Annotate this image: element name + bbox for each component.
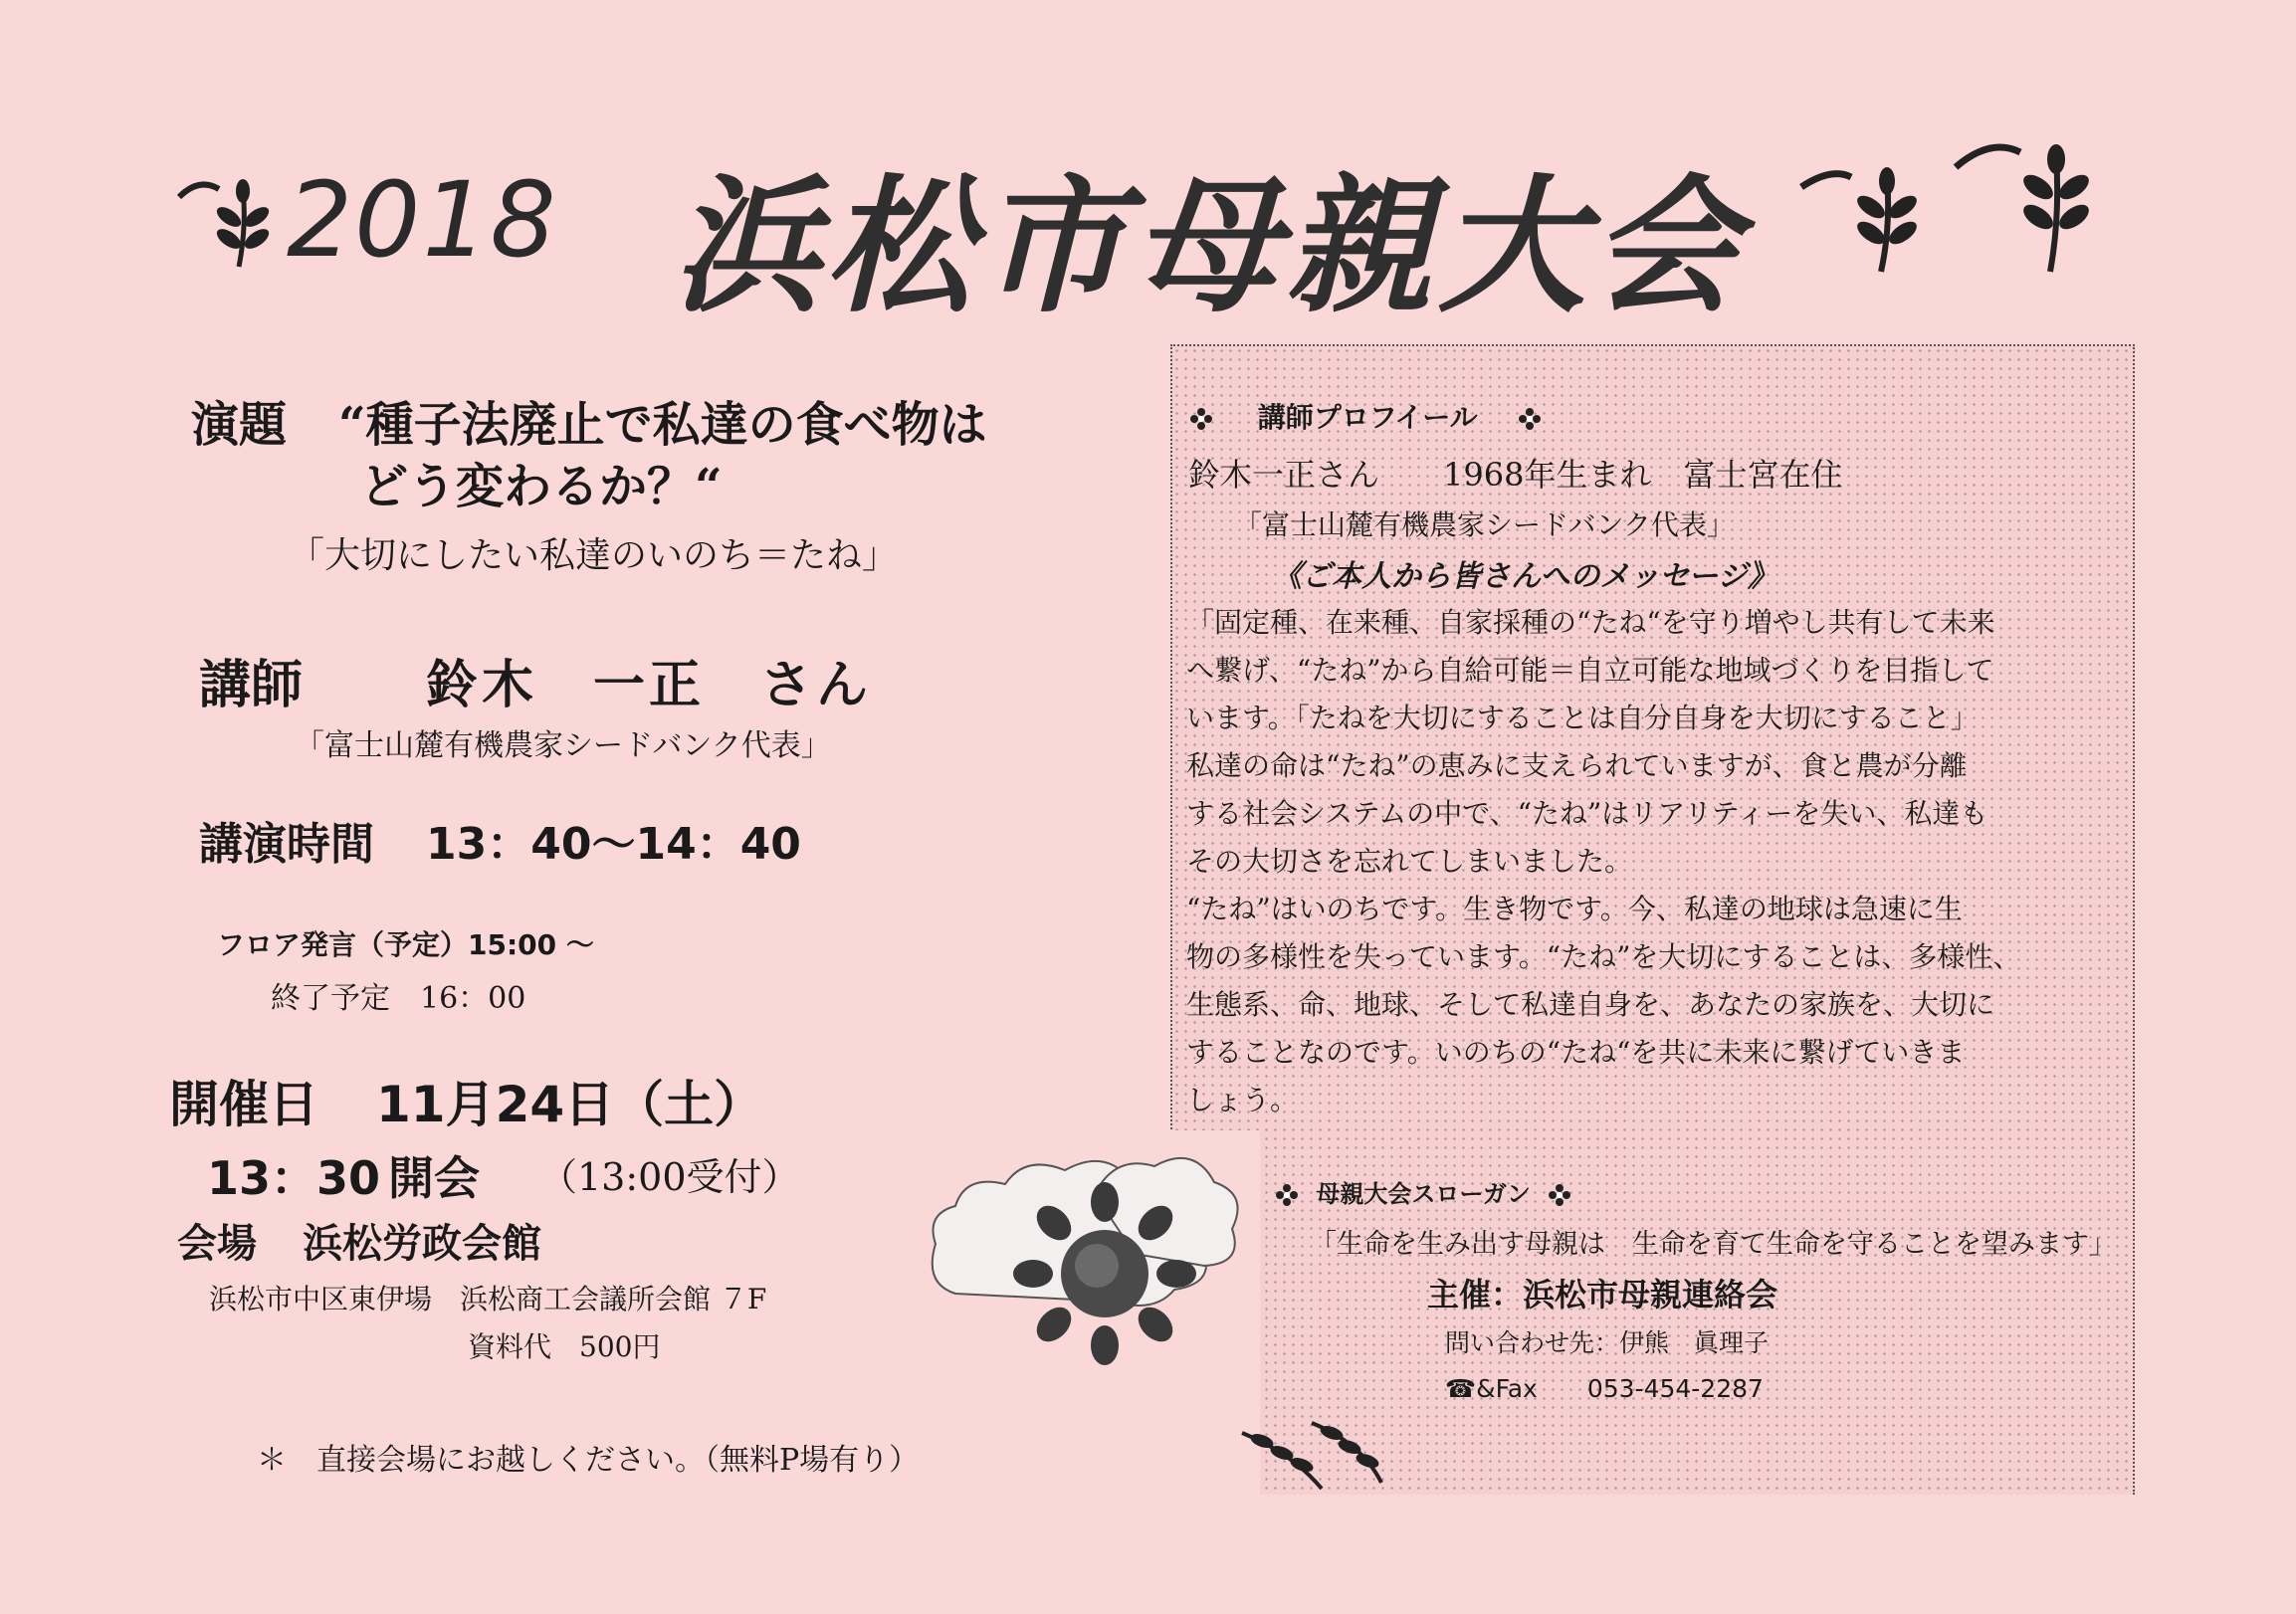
- message-heading: 《ご本人から皆さんへのメッセージ》: [1272, 559, 1777, 594]
- wheat-sprig-icon: [1791, 147, 1931, 277]
- floor-discussion: フロア発言（予定）15:00 〜: [217, 928, 594, 961]
- page-title: 浜松市母親大会: [672, 161, 1745, 332]
- flower-cloud-illustration: [916, 1134, 1254, 1393]
- open-time: 13：30: [207, 1151, 381, 1205]
- date-value: 11月24日（土）: [376, 1076, 764, 1133]
- phone-fax: ☎&Fax 053-454-2287: [1445, 1374, 1764, 1403]
- slogan-heading: [1276, 1174, 1570, 1209]
- access-note: ＊ 直接会場にお越しください。（無料P場有り）: [257, 1443, 920, 1478]
- speaker-affiliation: 「富士山麓有機農家シードバンク代表」: [295, 728, 831, 763]
- message-body: 「固定種、在来種、自家採種の“たね“を守り増やし共有して未来 へ繋げ、“たね”から自給可能＝自立可能な地域づくりを目指して います。「たねを大切にすることは自分自身を大切にすること」 私達の命は“たね”の恵みに支えられていますが、食と農が分離 する社会システムの中で、“たね”はリアリティーを失い、私達も その大切さを忘れてしまいました。 “たね”はいのちです。生き物です。今、私達の地球は急速に生 物の多様性を失っています。“たね”を大切にすることは、多様性、 生態系、命、地球、そして私達自身を、あなたの家族を、大切に することなのです。いのちの“たね“を共に未来に繋げていきま しょう。: [1186, 606, 2021, 1116]
- profile-heading: [1190, 396, 1541, 436]
- lecture-label: 演題: [191, 397, 288, 453]
- lecture-title-line2: どう変わるか？“: [360, 459, 723, 514]
- lecture-subtitle: 「大切にしたい私達のいのち＝たね」: [289, 535, 899, 576]
- flower-icon: [1519, 408, 1541, 430]
- flower-icon: [1190, 408, 1212, 430]
- open-label: 開会: [388, 1151, 480, 1205]
- reception-time: （13:00受付）: [539, 1155, 800, 1199]
- venue-address: 浜松市中区東伊場 浜松商工会議所会館 ７F: [209, 1283, 767, 1315]
- flower-icon: [1276, 1184, 1298, 1206]
- flower-icon: [1549, 1184, 1570, 1206]
- end-time: 終了予定 16：00: [271, 981, 526, 1016]
- slogan-heading-text: 母親大会スローガン: [1316, 1180, 1531, 1208]
- venue-label: 会場: [177, 1221, 257, 1267]
- lecture-time-value: 13：40〜14：40: [426, 819, 801, 870]
- contact-person: 問い合わせ先：伊熊 眞理子: [1445, 1328, 1770, 1357]
- wheat-sprig-icon: [169, 167, 279, 277]
- wheat-sprig-icon: [1951, 127, 2100, 277]
- wheat-sprig-icon: [1232, 1413, 1391, 1493]
- venue-name: 浜松労政会館: [303, 1221, 541, 1267]
- material-fee: 資料代 500円: [468, 1330, 661, 1363]
- lecture-time-label: 講演時間: [199, 819, 374, 870]
- speaker-name: 鈴木 一正 さん: [426, 655, 873, 715]
- profile-name-line: 鈴木一正さん 1968年生まれ 富士宮在住: [1188, 456, 1843, 494]
- speaker-label: 講師: [199, 655, 304, 715]
- title-year: 2018: [287, 159, 558, 281]
- profile-heading-text: 講師プロフイール: [1257, 401, 1478, 434]
- slogan-text: 「生命を生み出す母親は 生命を育て生命を守ることを望みます」: [1310, 1229, 2116, 1260]
- organizer: 主催：浜松市母親連絡会: [1427, 1276, 1778, 1313]
- date-label: 開催日: [169, 1076, 318, 1133]
- profile-affiliation: 「富士山麓有機農家シードバンク代表」: [1234, 508, 1735, 541]
- lecture-title-line1: “種子法廃止で私達の食べ物は: [338, 397, 987, 453]
